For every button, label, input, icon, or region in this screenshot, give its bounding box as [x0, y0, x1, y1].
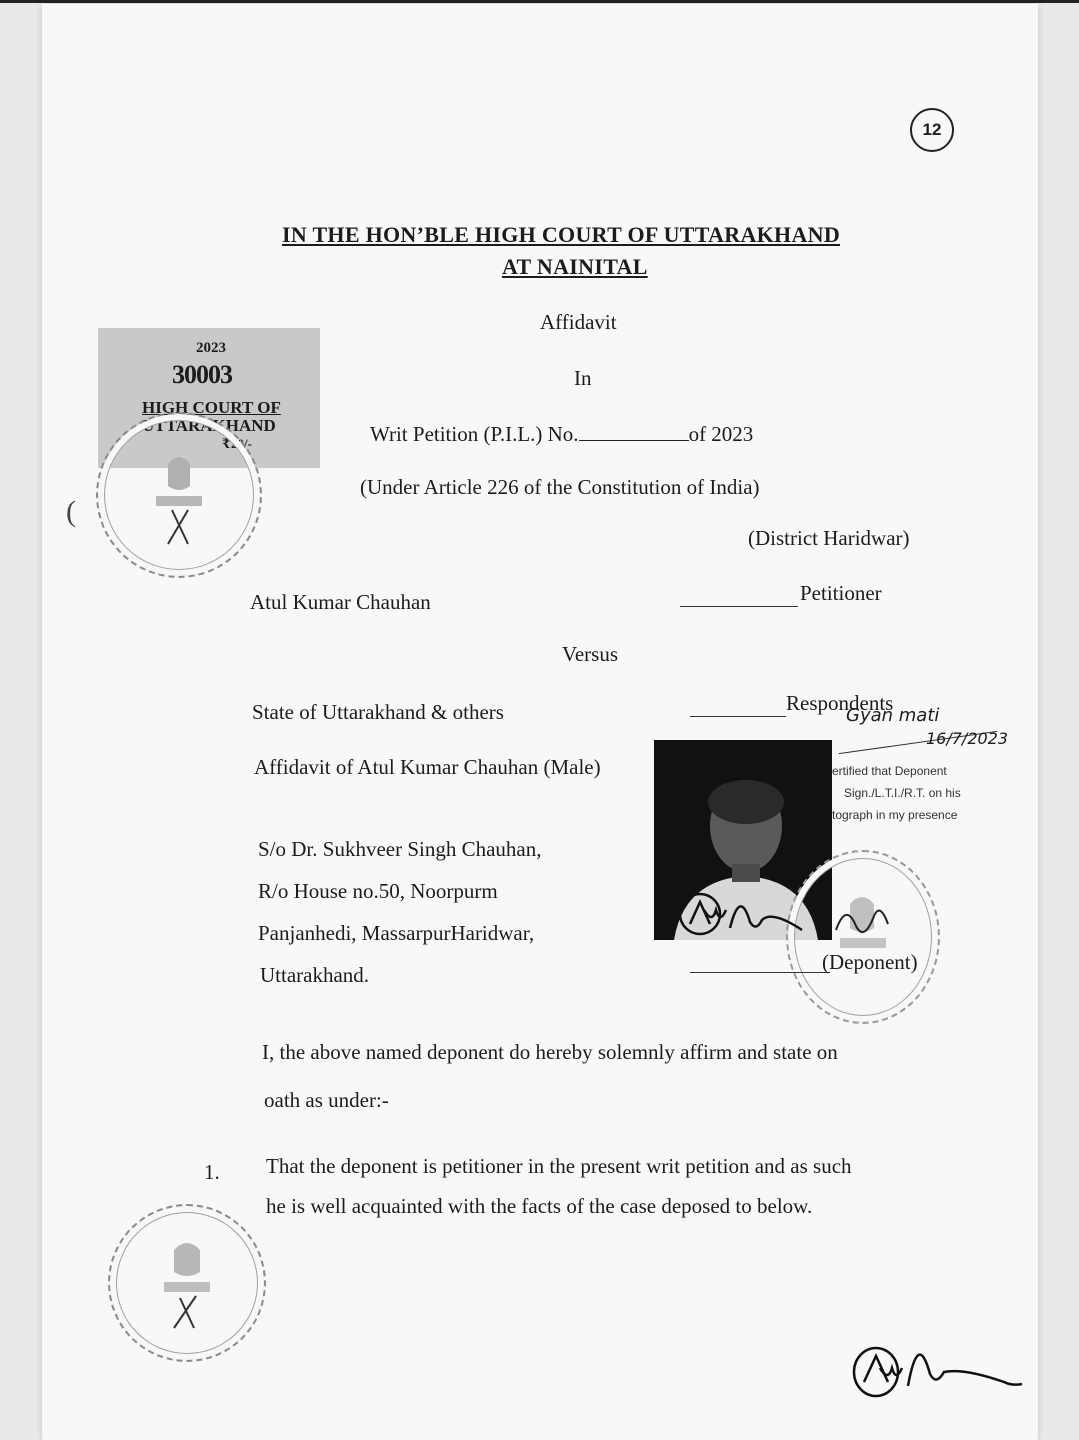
- petitioner-line: [680, 606, 798, 607]
- commissioner-signature: Gyan mati: [846, 705, 940, 726]
- stamp-court-line2: UTTARAKHAND: [142, 416, 276, 435]
- in-label: In: [574, 366, 592, 390]
- deponent-role: (Deponent): [822, 950, 918, 974]
- para-1-line-2: he is well acquainted with the facts of the case deposed to below.: [266, 1194, 813, 1218]
- commissioner-seal-bottom: [108, 1204, 266, 1362]
- article-line: (Under Article 226 of the Constitution of India): [360, 475, 760, 499]
- stamp-value: ₹20/-: [222, 436, 252, 451]
- para-1-number: 1.: [204, 1160, 220, 1184]
- stamp-year: 2023: [196, 340, 226, 356]
- petitioner-name: Atul Kumar Chauhan: [250, 590, 431, 614]
- certification-line-2: Sign./L.T.I./R.T. on his: [844, 786, 961, 800]
- oath-line-2: oath as under:-: [264, 1088, 389, 1112]
- deponent-address-3: Uttarakhand.: [260, 963, 370, 987]
- deponent-father: S/o Dr. Sukhveer Singh Chauhan,: [258, 837, 542, 861]
- page-number: 12: [910, 108, 954, 152]
- respondent-role: Respondents: [786, 691, 894, 715]
- district-line: (District Haridwar): [748, 526, 910, 550]
- court-heading: IN THE HON’BLE HIGH COURT OF UTTARAKHAND: [282, 222, 841, 247]
- document-title: Affidavit: [540, 310, 617, 334]
- writ-suffix: of 2023: [688, 422, 754, 446]
- oath-line-1: I, the above named deponent do hereby solemnly affirm and state on: [262, 1040, 838, 1064]
- para-1-line-1: That the deponent is petitioner in the present writ petition and as such: [266, 1154, 852, 1178]
- respondent-name: State of Uttarakhand & others: [252, 700, 504, 724]
- certification-date: 16/7/2023: [926, 729, 1009, 748]
- deponent-signature-icon: [676, 884, 806, 944]
- versus-label: Versus: [562, 642, 618, 666]
- certification-line-3: tograph in my presence: [832, 808, 958, 822]
- deponent-address-2: Panjanhedi, MassarpurHaridwar,: [258, 921, 535, 945]
- deponent-footer-signature-icon: [848, 1330, 1028, 1406]
- certification-line-1: ertified that Deponent: [832, 764, 947, 778]
- bracket-mark: (: [66, 495, 76, 528]
- writ-petition-line: [370, 422, 753, 447]
- writ-number-blank: [579, 422, 689, 441]
- stamp-court-line1: HIGH COURT OF: [142, 398, 281, 417]
- emblem-icon: [98, 414, 260, 576]
- respondent-line: [690, 716, 786, 717]
- deponent-address-1: R/o House no.50, Noorpurm: [258, 879, 498, 903]
- commissioner-seal-top: [96, 412, 262, 578]
- stamp-number: 30003: [172, 360, 232, 389]
- emblem-icon: [110, 1206, 264, 1360]
- court-location: AT NAINITAL: [502, 254, 648, 279]
- petitioner-role: Petitioner: [800, 581, 882, 605]
- commissioner-initials-icon: [832, 900, 892, 946]
- writ-prefix: Writ Petition (P.I.L.) No.: [370, 422, 579, 446]
- top-border: [0, 0, 1079, 3]
- affidavit-of-line: Affidavit of Atul Kumar Chauhan (Male): [254, 755, 601, 779]
- deponent-sign-line: [690, 972, 830, 973]
